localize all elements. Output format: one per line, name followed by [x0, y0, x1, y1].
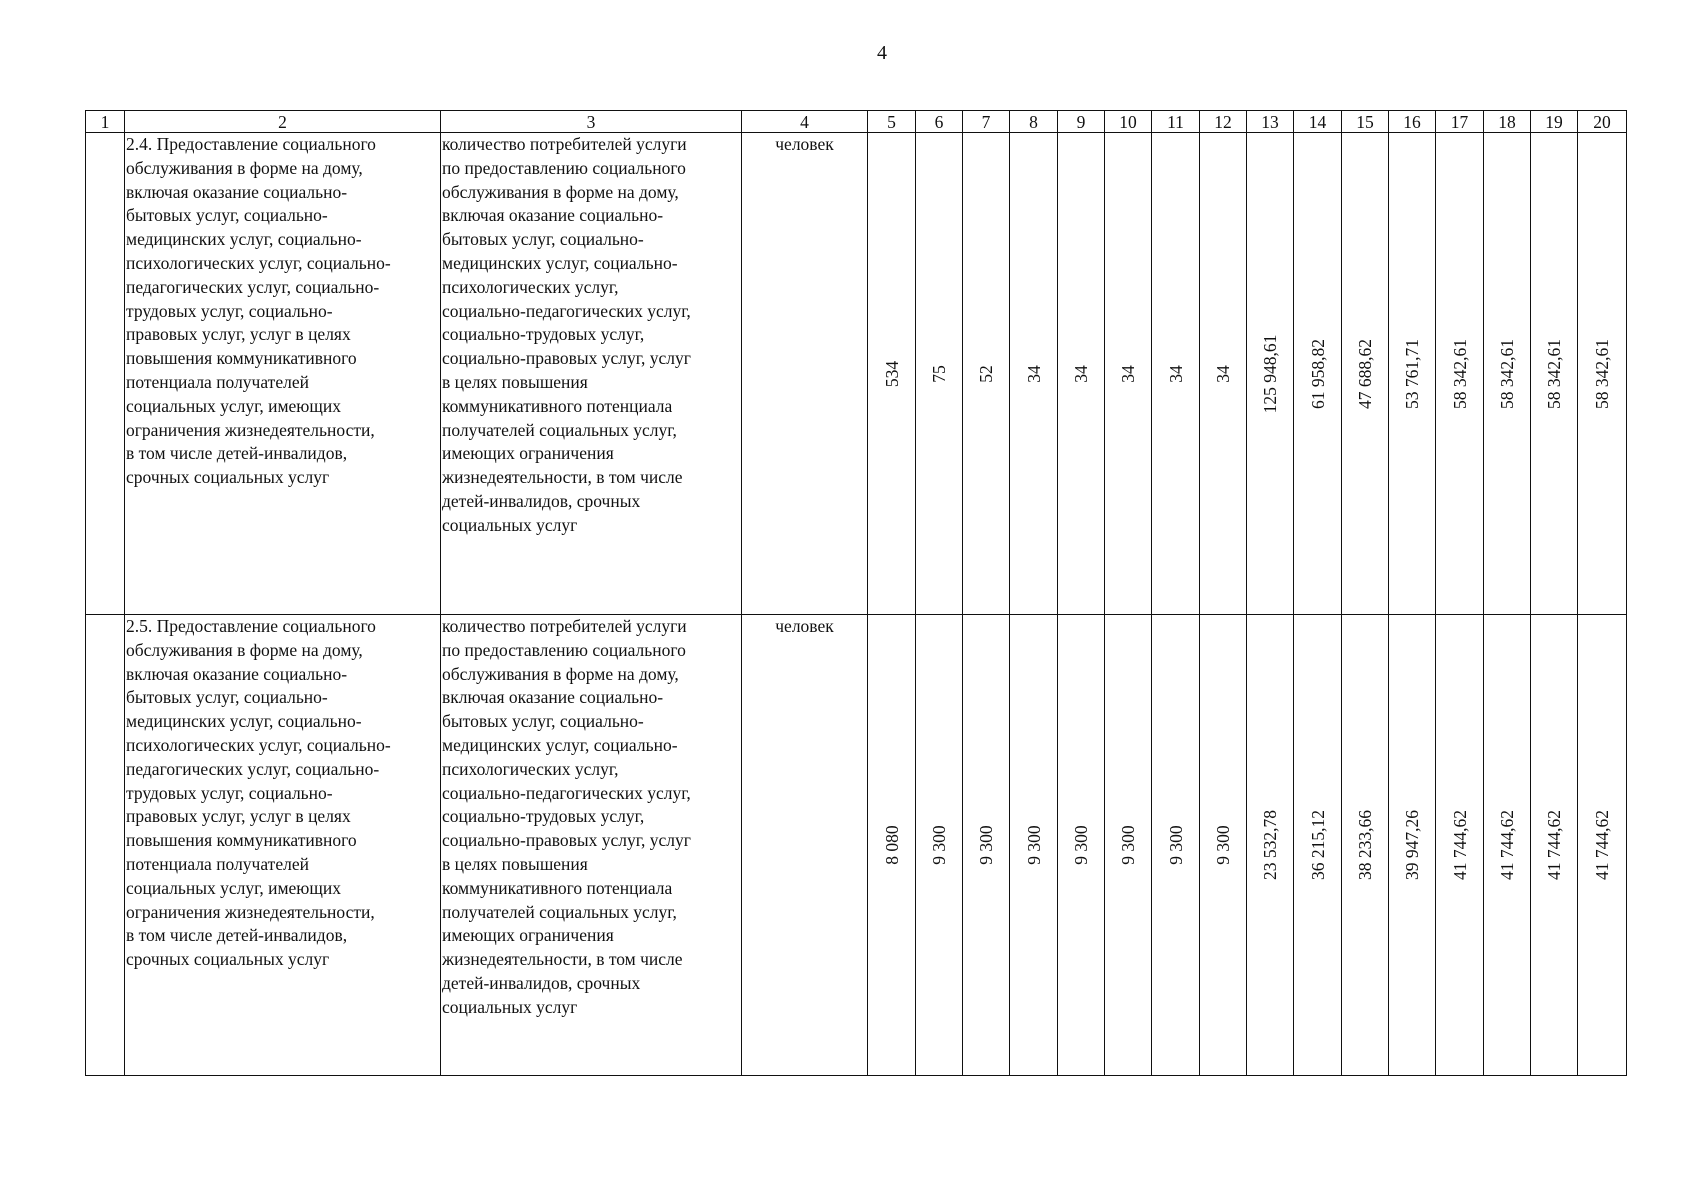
value-cell: [1531, 133, 1578, 615]
column-number: 15: [1342, 111, 1389, 133]
value-text: 75: [929, 364, 949, 383]
value-cell: [868, 615, 916, 1076]
column-number: 1: [86, 111, 125, 133]
value-text: 34: [1165, 364, 1186, 383]
value-text: 9 300: [976, 825, 996, 865]
value-text: 52: [976, 364, 996, 383]
column-number: 2: [125, 111, 441, 133]
column-number: 3: [441, 111, 742, 133]
value-text: 41 744,62: [1592, 810, 1612, 880]
column-number: 14: [1294, 111, 1342, 133]
column-number: 9: [1058, 111, 1105, 133]
value-text: 9 300: [1165, 825, 1186, 865]
value-cell: [1342, 133, 1389, 615]
value-text: 41 744,62: [1497, 810, 1517, 880]
value-cell: [1058, 615, 1105, 1076]
column-number: 17: [1436, 111, 1484, 133]
value-cell: [916, 615, 963, 1076]
column-number-row: [86, 111, 1627, 133]
value-cell: [1294, 133, 1342, 615]
value-cell: [1531, 615, 1578, 1076]
value-cell: [1436, 133, 1484, 615]
value-text: 58 342,61: [1497, 338, 1517, 409]
value-cell: [1105, 615, 1152, 1076]
value-text: 34: [1213, 364, 1233, 383]
value-cell: [1247, 615, 1294, 1076]
value-text: 8 080: [881, 825, 902, 865]
column-number: 10: [1105, 111, 1152, 133]
column-number: 13: [1247, 111, 1294, 133]
column-number: 11: [1152, 111, 1200, 133]
value-cell: [868, 133, 916, 615]
table-row: [86, 133, 1627, 615]
value-text: 9 300: [1071, 825, 1091, 865]
value-text: 47 688,62: [1355, 338, 1375, 409]
value-cell: [1058, 133, 1105, 615]
value-text: 9 300: [929, 825, 949, 865]
value-cell: [1484, 615, 1531, 1076]
value-text: 23 532,78: [1260, 810, 1280, 880]
value-text: 58 342,61: [1544, 338, 1564, 409]
service-name-cell: 2.5. Предоставление социального обслуживания в форме на дому, включая оказание социально- бытовых услуг, социально- медицинских услуг, социально- психологических услуг, социально- педагогических услуг, социально- трудовых услуг, социально- правовых услуг, услуг в целях повышения коммуникативного потенциала получателей социальных услуг, имеющих ограничения жизнедеятельности, в том числе детей-инвалидов, срочных социальных услуг: [125, 615, 441, 1076]
value-cell: [1342, 615, 1389, 1076]
column-number: 8: [1010, 111, 1058, 133]
value-text: 125 948,61: [1260, 334, 1280, 413]
value-text: 41 744,62: [1449, 810, 1470, 880]
index-cell: [86, 615, 125, 1076]
value-cell: [1200, 615, 1247, 1076]
value-cell: [1484, 133, 1531, 615]
value-text: 9 300: [1213, 825, 1233, 865]
value-text: 9 300: [1118, 825, 1138, 865]
value-text: 41 744,62: [1544, 810, 1564, 880]
value-cell: [1389, 615, 1436, 1076]
value-text: 36 215,12: [1307, 810, 1328, 880]
value-cell: [1578, 615, 1627, 1076]
services-table: [85, 110, 1627, 1076]
value-cell: [1010, 615, 1058, 1076]
index-cell: [86, 133, 125, 615]
indicator-cell: количество потребителей услуги по предоставлению социального обслуживания в форме на дому, включая оказание социально- бытовых услуг, социально- медицинских услуг, социально- психологических услуг, социально-педагогических услуг, социально-трудовых услуг, социально-правовых услуг, услуг в целях повышения коммуникативного потенциала получателей социальных услуг, имеющих ограничения жизнедеятельности, в том числе детей-инвалидов, срочных социальных услуг: [441, 133, 742, 615]
column-number: 4: [742, 111, 868, 133]
value-cell: [1247, 133, 1294, 615]
column-number: 6: [916, 111, 963, 133]
value-text: 34: [1118, 364, 1138, 383]
value-text: 34: [1023, 364, 1044, 383]
indicator-cell: количество потребителей услуги по предоставлению социального обслуживания в форме на дому, включая оказание социально- бытовых услуг, социально- медицинских услуг, социально- психологических услуг, социально-педагогических услуг, социально-трудовых услуг, социально-правовых услуг, услуг в целях повышения коммуникативного потенциала получателей социальных услуг, имеющих ограничения жизнедеятельности, в том числе детей-инвалидов, срочных социальных услуг: [441, 615, 742, 1076]
value-cell: [1578, 133, 1627, 615]
value-text: 38 233,66: [1355, 810, 1375, 880]
value-cell: [1436, 615, 1484, 1076]
service-name-cell: 2.4. Предоставление социального обслуживания в форме на дому, включая оказание социально- бытовых услуг, социально- медицинских услуг, социально- психологических услуг, социально- педагогических услуг, социально- трудовых услуг, социально- правовых услуг, услуг в целях повышения коммуникативного потенциала получателей социальных услуг, имеющих ограничения жизнедеятельности, в том числе детей-инвалидов, срочных социальных услуг: [125, 133, 441, 615]
value-text: 61 958,82: [1307, 338, 1328, 409]
value-cell: [1200, 133, 1247, 615]
table-row: [86, 615, 1627, 1076]
value-text: 58 342,61: [1449, 338, 1470, 409]
column-number: 7: [963, 111, 1010, 133]
value-text: 53 761,71: [1402, 338, 1422, 409]
value-cell: [916, 133, 963, 615]
value-text: 58 342,61: [1592, 338, 1612, 409]
value-text: 534: [881, 360, 902, 387]
column-number: 19: [1531, 111, 1578, 133]
page-number: 4: [877, 42, 887, 64]
value-cell: [963, 615, 1010, 1076]
value-text: 39 947,26: [1402, 810, 1422, 880]
unit-cell: человек: [742, 133, 868, 615]
column-number: 20: [1578, 111, 1627, 133]
value-cell: [1105, 133, 1152, 615]
value-text: 34: [1071, 364, 1091, 383]
value-cell: [1294, 615, 1342, 1076]
value-text: 9 300: [1023, 825, 1044, 865]
column-number: 5: [868, 111, 916, 133]
value-cell: [963, 133, 1010, 615]
column-number: 16: [1389, 111, 1436, 133]
value-cell: [1389, 133, 1436, 615]
column-number: 18: [1484, 111, 1531, 133]
column-number: 12: [1200, 111, 1247, 133]
unit-cell: человек: [742, 615, 868, 1076]
value-cell: [1152, 133, 1200, 615]
value-cell: [1010, 133, 1058, 615]
value-cell: [1152, 615, 1200, 1076]
